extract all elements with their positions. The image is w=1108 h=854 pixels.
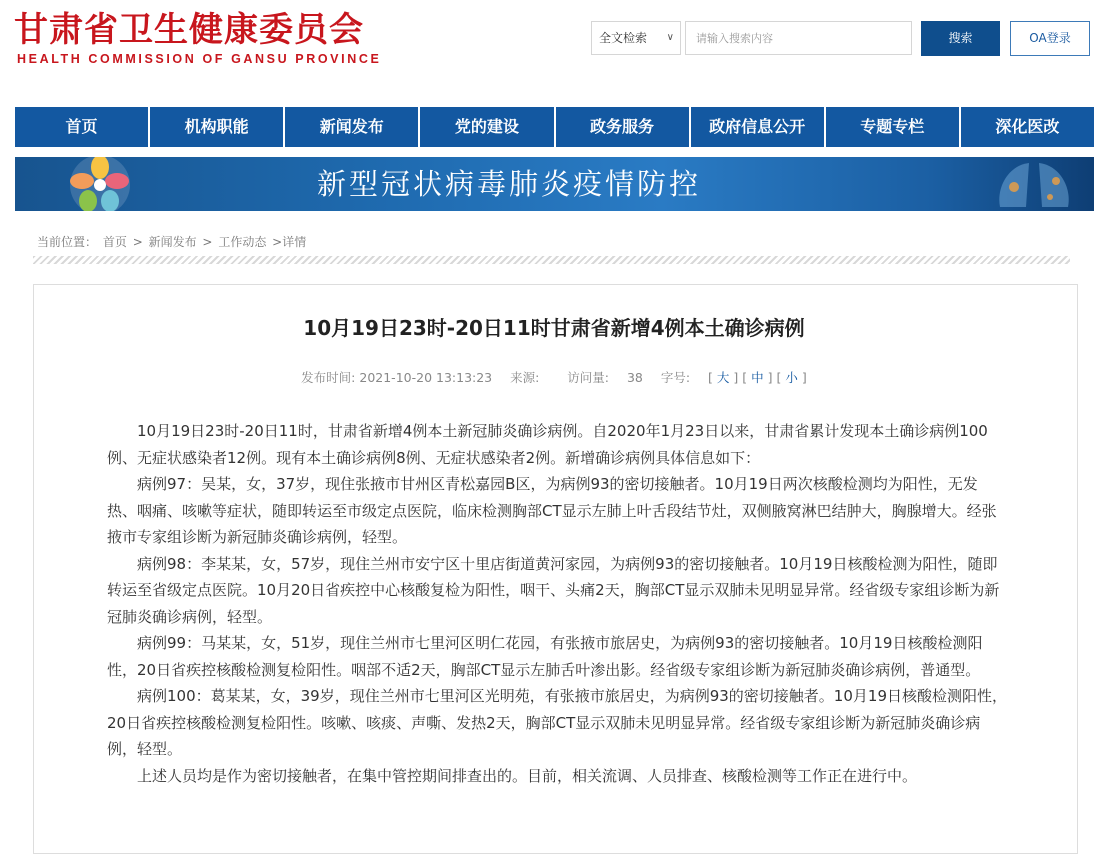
nav-item-party[interactable]: 党的建设 — [420, 107, 555, 147]
banner-title: 新型冠状病毒肺炎疫情防控 — [317, 167, 702, 201]
source-label: 来源: — [510, 370, 540, 385]
nav-item-organization[interactable]: 机构职能 — [150, 107, 285, 147]
lungs-illustration-icon — [974, 157, 1094, 211]
breadcrumb — [37, 233, 308, 250]
search-scope-select[interactable] — [591, 21, 681, 55]
visits-label: 访问量: — [567, 370, 610, 385]
font-size-medium[interactable]: 中 — [751, 370, 764, 385]
nav-item-topics[interactable]: 专题专栏 — [826, 107, 961, 147]
font-size-large[interactable]: 大 — [716, 370, 730, 385]
nav-item-home[interactable]: 首页 — [15, 107, 150, 147]
breadcrumb-separator: > — [132, 235, 143, 249]
epidemic-banner[interactable] — [15, 157, 1094, 211]
article-paragraph: 病例98：李某某，女，57岁，现住兰州市安宁区十里店街道黄河家园，为病例93的密切接触者。10月19日核酸检测为阳性，随即转运至省级定点医院。10月20日省疾控中心核酸复检为阳性，咽干、头痛2天，胸部CT显示双肺未见明显异常。经省级专家组诊断为新冠肺炎确诊病例，轻型。 — [107, 554, 1000, 626]
publish-time: 2021-10-20 13:13:23 — [359, 370, 493, 385]
publish-time-label: 发布时间: — [301, 370, 356, 385]
search-button[interactable]: 搜索 — [921, 21, 1000, 56]
search-input[interactable] — [685, 21, 912, 55]
site-logo-cn[interactable]: 甘肃省卫生健康委员会 — [14, 10, 364, 50]
breadcrumb-label: 当前位置： — [37, 235, 98, 249]
breadcrumb-news[interactable]: 新闻发布 — [148, 235, 197, 249]
article-paragraph: 病例97：吴某，女，37岁，现住张掖市甘州区青松嘉园B区，为病例93的密切接触者。10月19日两次核酸检测均为阳性，无发热、咽痛、咳嗽等症状，随即转运至市级定点医院，临床检测胸部CT显示左肺上叶舌段结节灶，双侧腋窝淋巴结肿大，胸腺增大。经张掖市专家组诊断为新冠肺炎确诊病例，轻型。 — [107, 475, 997, 546]
article-paragraph: 10月19日23时-20日11时，甘肃省新增4例本土新冠肺炎确诊病例。自2020年1月23日以来，甘肃省累计发现本土确诊病例100例、无症状感染者12例。现有本土确诊病例8例、无症状感染者2例。新增确诊病例具体信息如下： — [107, 422, 988, 467]
article-title: 10月19日23时-20日11时甘肃省新增4例本土确诊病例 — [303, 316, 805, 340]
breadcrumb-detail: >详情 — [272, 235, 307, 249]
breadcrumb-work[interactable]: 工作动态 — [218, 235, 267, 249]
oa-login-button[interactable]: OA登录 — [1010, 21, 1090, 56]
site-logo-en: HEALTH COMMISSION OF GANSU PROVINCE — [17, 52, 382, 66]
article-paragraph: 病例99：马某某，女，51岁，现住兰州市七里河区明仁花园，有张掖市旅居史，为病例93的密切接触者。10月19日核酸检测阳性，20日省疾控核酸检测复检阳性。咽部不适2天，胸部CT显示左肺舌叶渗出影。经省级专家组诊断为新冠肺炎确诊病例，普通型。 — [107, 634, 983, 679]
article-meta: 发布时间: 2021-10-20 13:13:23 来源: 访问量: 38 字号: [ 大 ] [ 中 ] [ 小 ] — [301, 370, 807, 385]
article-paragraph: 病例100：葛某某，女，39岁，现住兰州市七里河区光明苑，有张掖市旅居史，为病例93的密切接触者。10月19日核酸检测阳性，20日省疾控核酸检测复检阳性。咳嗽、咳痰、声嘶、发热2天，胸部CT显示双肺未见明显异常。经省级专家组诊断为新冠肺炎确诊病例，轻型。 — [107, 687, 1007, 758]
breadcrumb-separator: > — [202, 235, 213, 249]
chevron-down-icon: ∨ — [666, 32, 674, 43]
main-nav — [15, 107, 1094, 147]
dotted-divider — [33, 256, 1070, 264]
font-size-label: 字号: — [660, 370, 691, 385]
nav-item-services[interactable]: 政务服务 — [556, 107, 691, 147]
nav-item-info-disclosure[interactable]: 政府信息公开 — [691, 107, 826, 147]
visits-count: 38 — [626, 370, 643, 385]
breadcrumb-home[interactable]: 首页 — [102, 235, 127, 249]
article-body — [107, 418, 1007, 789]
nav-item-news[interactable]: 新闻发布 — [285, 107, 420, 147]
article-paragraph: 上述人员均是作为密切接触者，在集中管控期间排查出的。目前，相关流调、人员排查、核酸检测等工作正在进行中。 — [137, 766, 918, 785]
font-size-small[interactable]: 小 — [785, 370, 798, 385]
site-header — [0, 0, 1108, 105]
search-scope-value: 全文检索 — [599, 31, 648, 45]
nav-item-reform[interactable]: 深化医改 — [995, 117, 1060, 136]
flower-logo-icon — [55, 157, 145, 211]
